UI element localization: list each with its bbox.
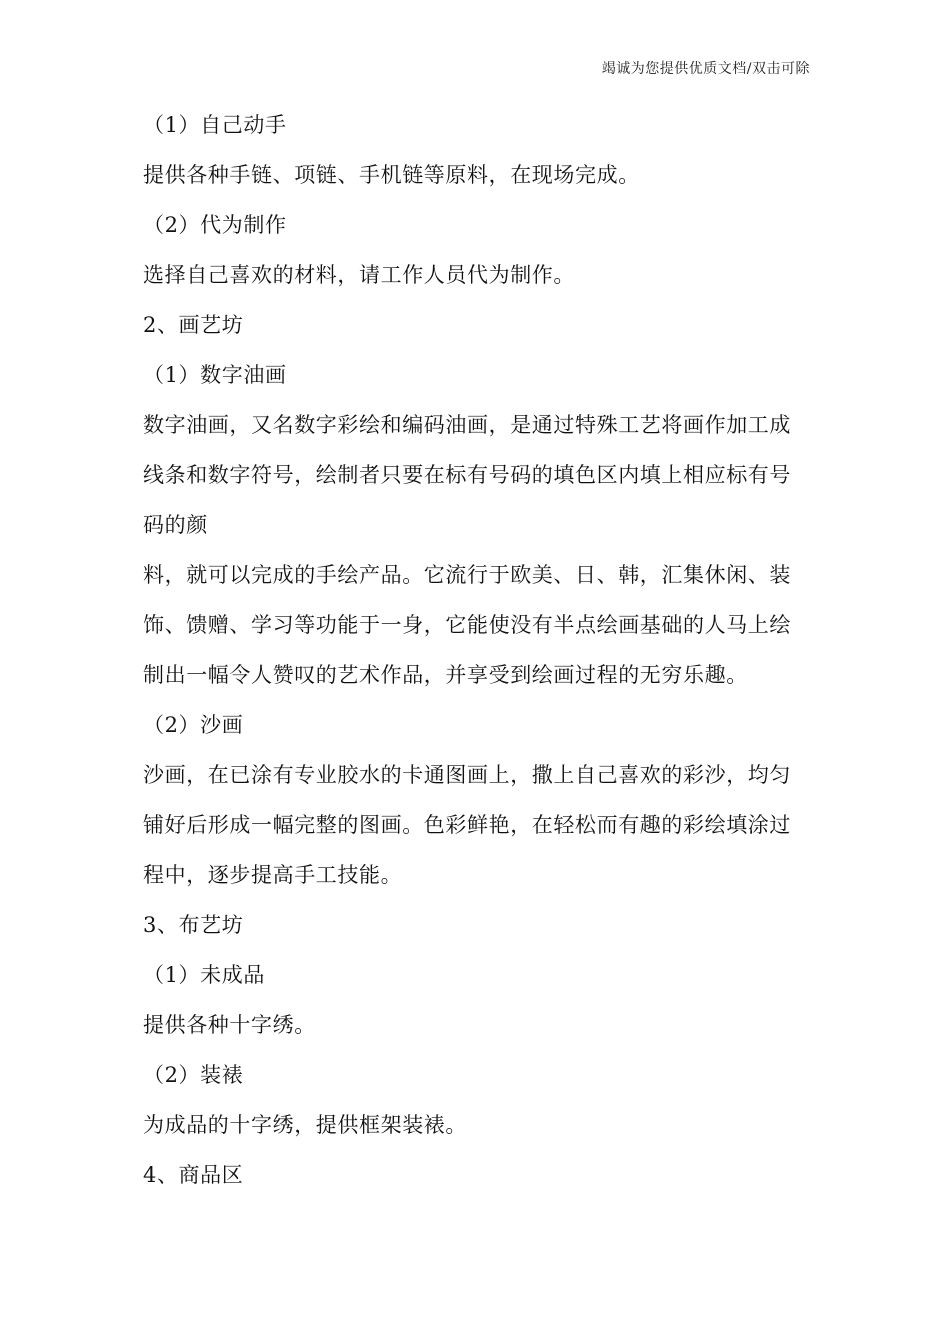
paragraph-line: 为成品的十字绣，提供框架装裱。 [143, 1113, 467, 1137]
paragraph-line: 铺好后形成一幅完整的图画。色彩鲜艳，在轻松而有趣的彩绘填涂过 [143, 813, 791, 837]
paragraph-line: 饰、馈赠、学习等功能于一身，它能使没有半点绘画基础的人马上绘 [143, 613, 791, 637]
section-heading-painting: 2、画艺坊 [143, 313, 244, 337]
paragraph-line: 制出一幅令人赞叹的艺术作品，并享受到绘画过程的无穷乐趣。 [143, 663, 748, 687]
heading-proxy-making: （2）代为制作 [143, 213, 287, 237]
paragraph-line: 选择自己喜欢的材料，请工作人员代为制作。 [143, 263, 575, 287]
paragraph-line: 程中，逐步提高手工技能。 [143, 863, 403, 887]
paragraph-line: 沙画，在已涂有专业胶水的卡通图画上，撒上自己喜欢的彩沙，均匀 [143, 763, 791, 787]
paragraph-line: 线条和数字符号，绘制者只要在标有号码的填色区内填上相应标有号 [143, 463, 791, 487]
heading-framing: （2）装裱 [143, 1063, 244, 1087]
paragraph-line: 码的颜 [143, 513, 208, 537]
paragraph-line: 料，就可以完成的手绘产品。它流行于欧美、日、韩，汇集休闲、装 [143, 563, 791, 587]
paragraph-line: 数字油画，又名数字彩绘和编码油画，是通过特殊工艺将画作加工成 [143, 413, 791, 437]
paragraph-line: 提供各种手链、项链、手机链等原料，在现场完成。 [143, 163, 640, 187]
heading-digital-oil-painting: （1）数字油画 [143, 363, 287, 387]
document-body [143, 100, 823, 1200]
heading-unfinished: （1）未成品 [143, 963, 265, 987]
heading-sand-painting: （2）沙画 [143, 713, 244, 737]
header-note: 竭诚为您提供优质文档/双击可除 [601, 61, 810, 77]
heading-diy: （1）自己动手 [143, 113, 287, 137]
paragraph-line: 提供各种十字绣。 [143, 1013, 316, 1037]
section-heading-fabric: 3、布艺坊 [143, 913, 244, 937]
section-heading-goods: 4、商品区 [143, 1163, 244, 1187]
